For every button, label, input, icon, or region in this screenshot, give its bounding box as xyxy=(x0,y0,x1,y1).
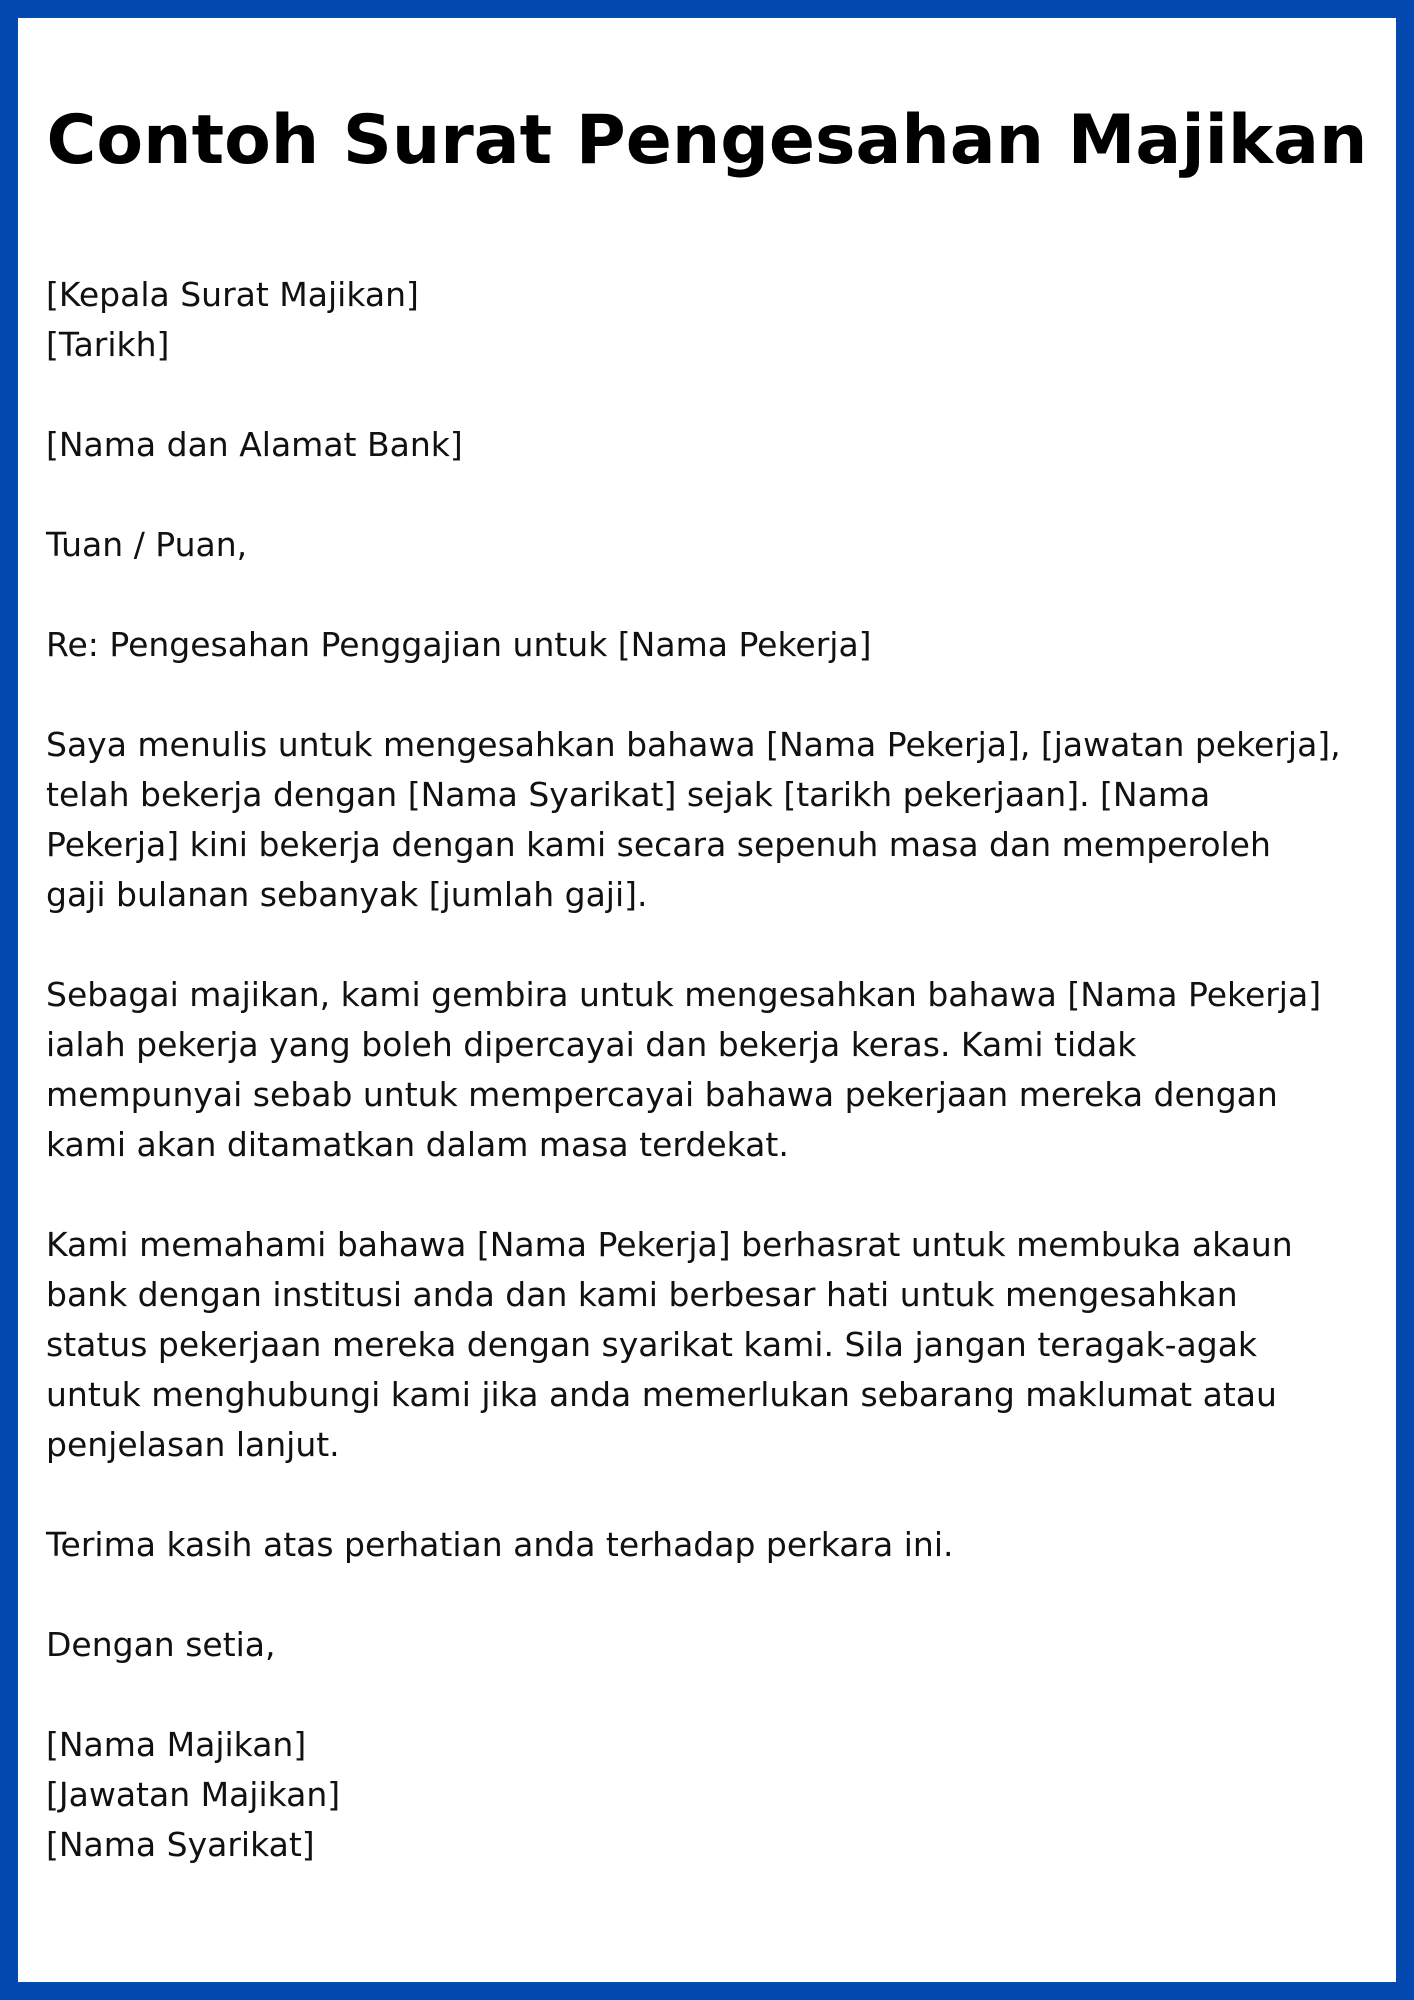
paragraph-line: Pekerja] kini bekerja dengan kami secara sepenuh masa dan memperoleh xyxy=(46,825,1271,864)
paragraph-line: gaji bulanan sebanyak [jumlah gaji]. xyxy=(46,875,648,914)
paragraph-2 xyxy=(46,970,1396,1170)
paragraph-line: penjelasan lanjut. xyxy=(46,1425,340,1464)
signatory-company: [Nama Syarikat] xyxy=(46,1825,315,1864)
closing-block xyxy=(46,1620,1396,1670)
letter-body xyxy=(46,270,1396,1870)
page-title: Contoh Surat Pengesahan Majikan xyxy=(46,101,1368,180)
signatory-name: [Nama Majikan] xyxy=(46,1725,307,1764)
date-placeholder: [Tarikh] xyxy=(46,325,170,364)
letterhead-placeholder: [Kepala Surat Majikan] xyxy=(46,275,419,314)
paragraph-line: Sebagai majikan, kami gembira untuk mengesahkan bahawa [Nama Pekerja] xyxy=(46,975,1322,1014)
subject-block xyxy=(46,620,1396,670)
paragraph-line: bank dengan institusi anda dan kami berbesar hati untuk mengesahkan xyxy=(46,1275,1238,1314)
paragraph-line: mempunyai sebab untuk mempercayai bahawa pekerjaan mereka dengan xyxy=(46,1075,1278,1114)
paragraph-line: Terima kasih atas perhatian anda terhadap perkara ini. xyxy=(46,1525,954,1564)
paragraph-line: ialah pekerja yang boleh dipercayai dan bekerja keras. Kami tidak xyxy=(46,1025,1137,1064)
recipient-block xyxy=(46,420,1396,470)
paragraph-line: untuk menghubungi kami jika anda memerlukan sebarang maklumat atau xyxy=(46,1375,1277,1414)
closing: Dengan setia, xyxy=(46,1625,276,1664)
subject-line: Re: Pengesahan Penggajian untuk [Nama Pekerja] xyxy=(46,625,872,664)
paragraph-line: kami akan ditamatkan dalam masa terdekat. xyxy=(46,1125,789,1164)
paragraph-line: Saya menulis untuk mengesahkan bahawa [Nama Pekerja], [jawatan pekerja], xyxy=(46,725,1341,764)
signatory-position: [Jawatan Majikan] xyxy=(46,1775,341,1814)
paragraph-1 xyxy=(46,720,1396,920)
salutation: Tuan / Puan, xyxy=(46,525,248,564)
paragraph-4 xyxy=(46,1520,1396,1570)
paragraph-line: telah bekerja dengan [Nama Syarikat] sejak [tarikh pekerjaan]. [Nama xyxy=(46,775,1211,814)
signature-block xyxy=(46,1720,1396,1870)
paragraph-line: Kami memahami bahawa [Nama Pekerja] berhasrat untuk membuka akaun xyxy=(46,1225,1293,1264)
salutation-block xyxy=(46,520,1396,570)
letter-header xyxy=(46,270,1396,370)
paragraph-3 xyxy=(46,1220,1396,1470)
recipient-address: [Nama dan Alamat Bank] xyxy=(46,425,463,464)
paragraph-line: status pekerjaan mereka dengan syarikat kami. Sila jangan teragak-agak xyxy=(46,1325,1258,1364)
